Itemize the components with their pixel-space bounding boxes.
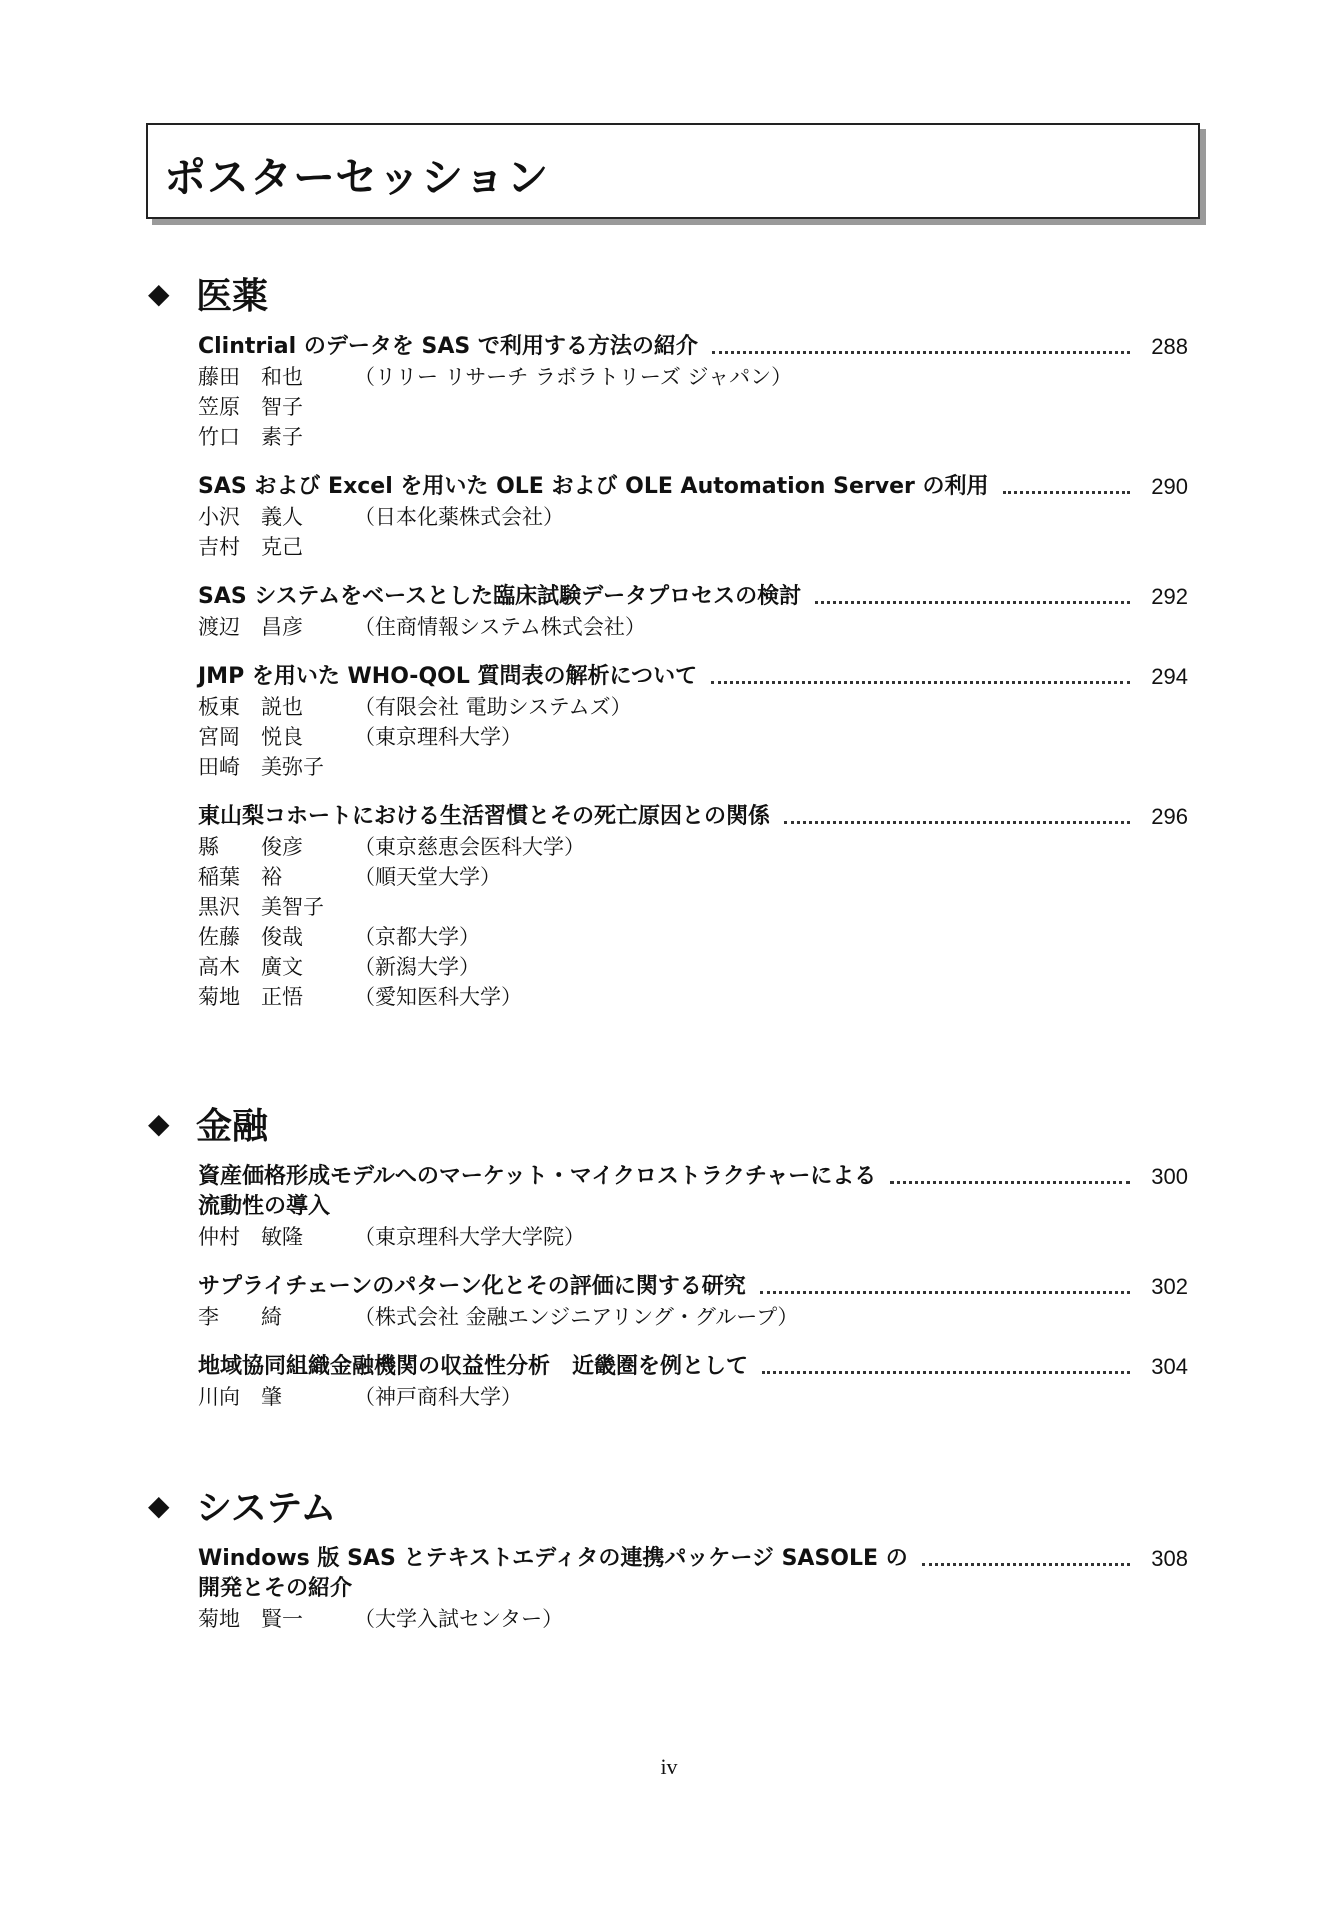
entry-title: 地域協同組織金融機関の収益性分析 近畿圏を例として	[198, 1354, 749, 1379]
diamond-bullet-icon: ◆	[148, 276, 170, 310]
entry-title: Clintrial のデータを SAS で利用する方法の紹介	[198, 334, 698, 359]
entry-title-row	[198, 1272, 1188, 1302]
entry-list	[198, 332, 1188, 1012]
author-affiliation: （日本化薬株式会社）	[354, 505, 564, 529]
author-affiliation: （神戸商科大学）	[354, 1385, 522, 1409]
author-row	[198, 502, 1188, 532]
author-affiliation: （住商情報システム株式会社）	[354, 615, 646, 639]
entry-title-row	[198, 472, 1188, 502]
diamond-bullet-icon: ◆	[148, 1488, 170, 1522]
author-affiliation: （東京理科大学）	[354, 725, 522, 749]
author-name: 田崎 美弥子	[198, 755, 324, 779]
entry-title-continued: 流動性の導入	[198, 1194, 331, 1219]
author-name: 宮岡 悦良	[198, 725, 303, 749]
entry-title: SAS システムをベースとした臨床試験データプロセスの検討	[198, 584, 802, 609]
author-affiliation: （株式会社 金融エンジニアリング・グループ）	[354, 1305, 799, 1329]
dot-leader	[815, 601, 1130, 604]
page-number: 290	[1151, 474, 1188, 499]
author-name: 川向 肇	[198, 1385, 282, 1409]
author-name: 竹口 素子	[198, 425, 303, 449]
page-title: ポスターセッション	[164, 153, 550, 202]
toc-entry	[198, 582, 1188, 642]
page-number: 292	[1151, 584, 1188, 609]
author-row	[198, 922, 1188, 952]
entry-title-row	[198, 1544, 1188, 1574]
author-name: 吉村 克己	[198, 535, 303, 559]
entry-list	[198, 1544, 1188, 1634]
author-row	[198, 832, 1188, 862]
author-affiliation: （新潟大学）	[354, 955, 480, 979]
entry-title-row	[198, 662, 1188, 692]
author-row	[198, 1604, 1188, 1634]
entry-title: 資産価格形成モデルへのマーケット・マイクロストラクチャーによる	[198, 1164, 877, 1189]
author-name: 佐藤 俊哉	[198, 925, 303, 949]
dot-leader	[922, 1563, 1130, 1566]
author-row	[198, 892, 1188, 922]
entry-title: 東山梨コホートにおける生活習慣とその死亡原因との関係	[198, 804, 771, 829]
entry-list	[198, 1162, 1188, 1412]
page-number: 300	[1151, 1164, 1188, 1189]
page-number: 288	[1151, 334, 1188, 359]
toc-entry	[198, 662, 1188, 782]
toc-entry	[198, 1352, 1188, 1412]
toc-entry	[198, 472, 1188, 562]
author-name: 藤田 和也	[198, 365, 303, 389]
author-name: 菊地 正悟	[198, 985, 303, 1009]
author-affiliation: （順天堂大学）	[354, 865, 501, 889]
dot-leader	[890, 1181, 1130, 1184]
dot-leader	[711, 681, 1130, 684]
section-header	[148, 1098, 1208, 1148]
dot-leader	[762, 1371, 1130, 1374]
author-row	[198, 362, 1188, 392]
author-row	[198, 392, 1188, 422]
diamond-bullet-icon: ◆	[148, 1106, 170, 1140]
author-affiliation: （愛知医科大学）	[354, 985, 522, 1009]
section-title: システム	[196, 1487, 337, 1529]
page-title-box	[146, 123, 1200, 219]
author-row	[198, 612, 1188, 642]
author-name: 李 綺	[198, 1305, 282, 1329]
author-name: 稲葉 裕	[198, 865, 282, 889]
author-affiliation: （リリー リサーチ ラボラトリーズ ジャパン）	[354, 365, 793, 389]
section-header	[148, 268, 1208, 318]
entry-title-row	[198, 1352, 1188, 1382]
author-row	[198, 422, 1188, 452]
author-name: 小沢 義人	[198, 505, 303, 529]
section-finance	[148, 1098, 1208, 1412]
author-row	[198, 1382, 1188, 1412]
dot-leader	[760, 1291, 1130, 1294]
author-affiliation: （大学入試センター）	[354, 1607, 564, 1631]
author-row	[198, 692, 1188, 722]
entry-title-continued: 開発とその紹介	[198, 1576, 353, 1601]
footer-page-number: iv	[660, 1754, 678, 1779]
author-row	[198, 952, 1188, 982]
entry-title-row	[198, 1162, 1188, 1192]
entry-title: サプライチェーンのパターン化とその評価に関する研究	[198, 1274, 746, 1299]
toc-entry	[198, 1162, 1188, 1252]
author-name: 黒沢 美智子	[198, 895, 324, 919]
entry-title-row	[198, 582, 1188, 612]
entry-title-row	[198, 332, 1188, 362]
author-row	[198, 1302, 1188, 1332]
entry-title: JMP を用いた WHO-QOL 質問表の解析について	[198, 664, 698, 689]
author-name: 笠原 智子	[198, 395, 303, 419]
entry-title: Windows 版 SAS とテキストエディタの連携パッケージ SASOLE の	[198, 1546, 908, 1571]
entry-title-row	[198, 802, 1188, 832]
author-affiliation: （京都大学）	[354, 925, 480, 949]
dot-leader	[1003, 491, 1130, 494]
section-title: 金融	[196, 1105, 269, 1147]
toc-entry	[198, 802, 1188, 1012]
dot-leader	[712, 351, 1130, 354]
author-row	[198, 722, 1188, 752]
dot-leader	[784, 821, 1130, 824]
author-row	[198, 1222, 1188, 1252]
toc-entry	[198, 1544, 1188, 1634]
page-number: 308	[1151, 1546, 1188, 1571]
section-title: 医薬	[196, 275, 269, 317]
author-name: 菊地 賢一	[198, 1607, 303, 1631]
author-row	[198, 862, 1188, 892]
author-affiliation: （有限会社 電助システムズ）	[354, 695, 632, 719]
author-name: 仲村 敏隆	[198, 1225, 303, 1249]
page-number: 304	[1151, 1354, 1188, 1379]
page-number: 296	[1151, 804, 1188, 829]
author-name: 板東 説也	[198, 695, 303, 719]
author-affiliation: （東京慈恵会医科大学）	[354, 835, 585, 859]
page-number: 302	[1151, 1274, 1188, 1299]
section-system	[148, 1480, 1208, 1634]
section-medicine	[148, 268, 1208, 1012]
section-header	[148, 1480, 1208, 1530]
author-name: 縣 俊彦	[198, 835, 303, 859]
author-row	[198, 982, 1188, 1012]
author-row	[198, 532, 1188, 562]
author-affiliation: （東京理科大学大学院）	[354, 1225, 585, 1249]
toc-entry	[198, 332, 1188, 452]
page-number: 294	[1151, 664, 1188, 689]
entry-title: SAS および Excel を用いた OLE および OLE Automation Server の利用	[198, 474, 989, 499]
author-name: 渡辺 昌彦	[198, 615, 303, 639]
author-row	[198, 752, 1188, 782]
toc-entry	[198, 1272, 1188, 1332]
author-name: 高木 廣文	[198, 955, 303, 979]
